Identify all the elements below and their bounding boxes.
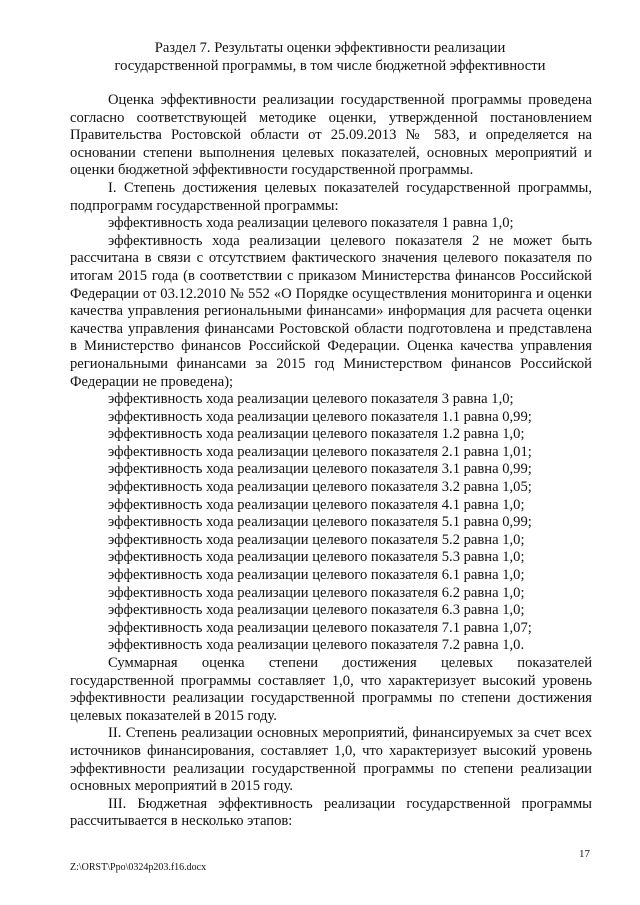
intro-paragraph: Оценка эффективности реализации государственной программы проведена согласно соответствующей методике оценки, утвержденной постановлением Правительства Ростовской области от 25.09.2013 № 583, и определяется на основании степени выполнения целевых показателей, основных мероприятий и оценки бюджетной эффективности государственной программы.: [70, 92, 592, 179]
indicator-item-5-2: эффективность хода реализации целевого показателя 5.2 равна 1,0;: [108, 531, 525, 548]
indicator-item-5-1: эффективность хода реализации целевого показателя 5.1 равна 0,99;: [108, 514, 532, 531]
indicator-item-4-1: эффективность хода реализации целевого показателя 4.1 равна 1,0;: [108, 496, 525, 513]
section-1-heading: I. Степень достижения целевых показателей государственной программы, подпрограмм государственной программы:: [70, 179, 592, 214]
indicator-item-1-1: эффективность хода реализации целевого показателя 1.1 равна 0,99;: [108, 408, 532, 425]
indicator-item-7-2: эффективность хода реализации целевого показателя 7.2 равна 1,0.: [108, 637, 525, 654]
indicator-item-2: эффективность хода реализации целевого показателя 2 не может быть рассчитана в связи с отсутствием фактического значения целевого показателя по итогам 2015 года (в соответствии с приказом Министерства финансов Российской Федерации от 03.12.2010 № 552 «О Порядке осуществления мониторинга и оценки качества управления региональными финансами» информация для расчета оценки качества управления финансами Ростовской области подготовлена и представлена в Министерство финансов Российской Федерации. Оценка качества управления региональными финансами за 2015 год Министерством финансов Российской Федерации не проведена);: [70, 232, 592, 390]
indicator-item-7-1: эффективность хода реализации целевого показателя 7.1 равна 1,07;: [108, 619, 532, 636]
indicator-item-5-3: эффективность хода реализации целевого показателя 5.3 равна 1,0;: [108, 549, 525, 566]
indicator-item-6-2: эффективность хода реализации целевого показателя 6.2 равна 1,0;: [108, 584, 525, 601]
indicator-item-3: эффективность хода реализации целевого показателя 3 равна 1,0;: [108, 391, 514, 408]
indicator-item-6-1: эффективность хода реализации целевого показателя 6.1 равна 1,0;: [108, 567, 525, 584]
footer-file-path: Z:\ORST\Ppo\0324p203.f16.docx: [70, 862, 207, 873]
indicator-item-3-1: эффективность хода реализации целевого показателя 3.1 равна 0,99;: [108, 461, 532, 478]
section-title-line-2: государственной программы, в том числе бюджетной эффективности: [114, 57, 546, 74]
indicator-item-2-1: эффективность хода реализации целевого показателя 2.1 равна 1,01;: [108, 443, 532, 460]
section-2-paragraph: II. Степень реализации основных мероприятий, финансируемых за счет всех источников финансирования, составляет 1,0, что характеризует высокий уровень эффективности реализации государственной программы по степени реализации основных мероприятий в 2015 году.: [70, 725, 592, 795]
document-body: [70, 92, 592, 831]
indicator-item-1-2: эффективность хода реализации целевого показателя 1.2 равна 1,0;: [108, 426, 525, 443]
indicator-item-1: эффективность хода реализации целевого показателя 1 равна 1,0;: [108, 215, 514, 232]
indicator-item-6-3: эффективность хода реализации целевого показателя 6.3 равна 1,0;: [108, 602, 525, 619]
page-number: 17: [579, 848, 590, 860]
section-title: [70, 40, 590, 75]
section-3-paragraph: III. Бюджетная эффективность реализации государственной программы рассчитывается в несколько этапов:: [70, 795, 592, 830]
indicator-item-3-2: эффективность хода реализации целевого показателя 3.2 равна 1,05;: [108, 479, 532, 496]
section-title-line-1: Раздел 7. Результаты оценки эффективности реализации: [154, 40, 506, 56]
summary-paragraph: Суммарная оценка степени достижения целевых показателей государственной программы составляет 1,0, что характеризует высокий уровень эффективности реализации государственной программы по степени достижения целевых показателей в 2015 году.: [70, 655, 592, 724]
